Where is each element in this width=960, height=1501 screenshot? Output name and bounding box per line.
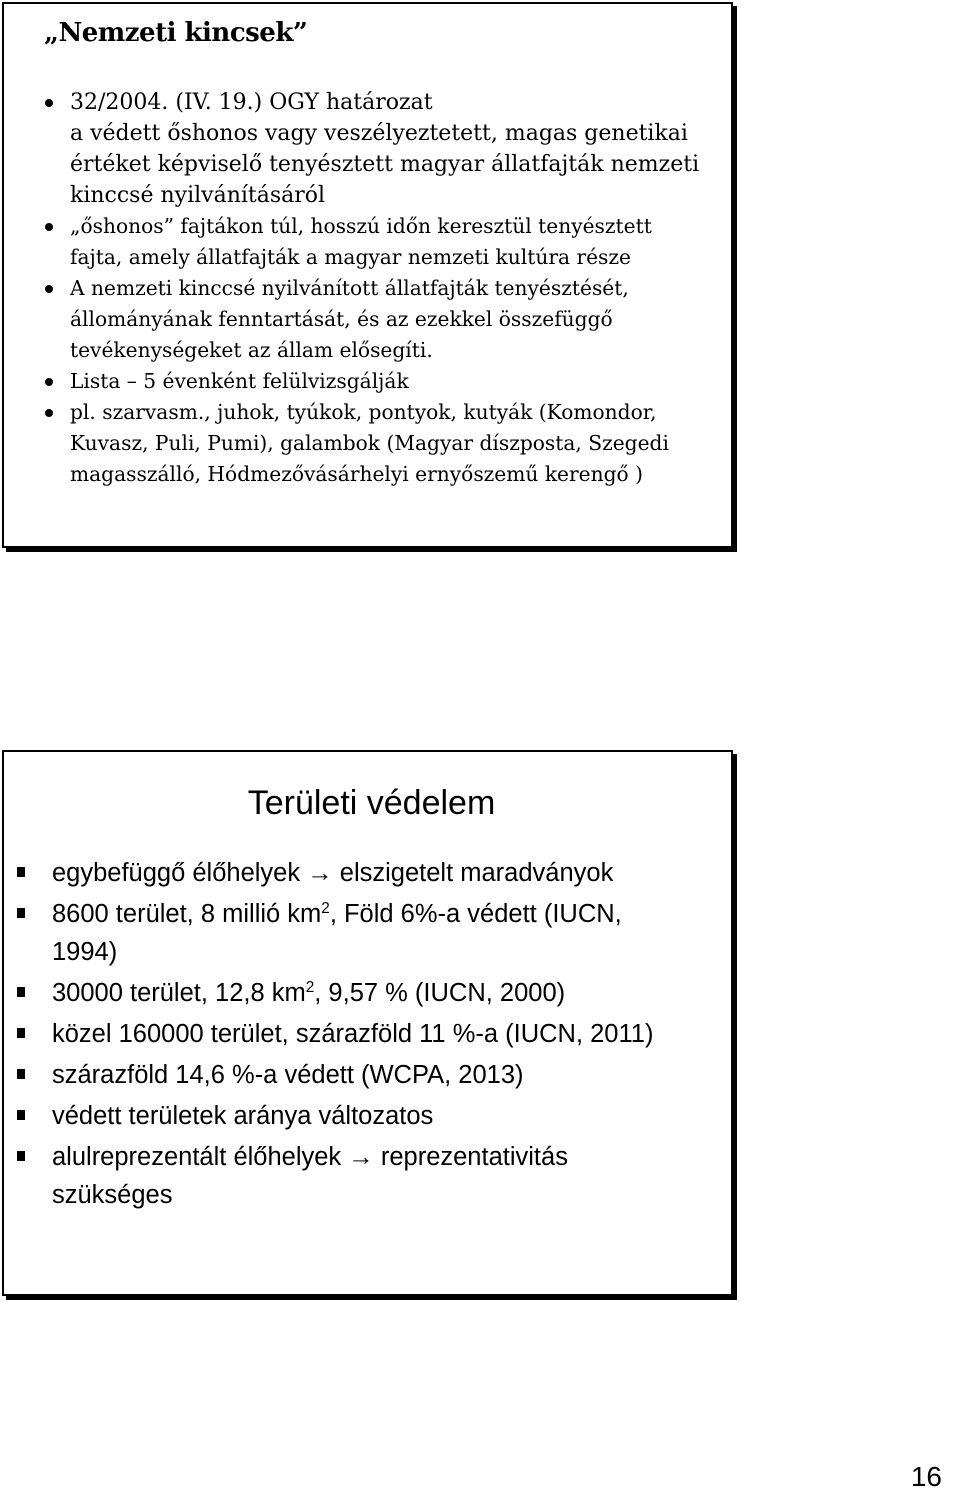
bullet-dot-icon: [45, 285, 53, 293]
square-bullet-icon: [17, 1069, 25, 1079]
bullet-item-peldak: pl. szarvasm., juhok, tyúkok, pontyok, kutyák (Komondor, Kuvasz, Puli, Pumi), galambok (Magyar díszposta, Szegedi magasszálló, Hódmezővásárhelyi ernyőszemű kerengő ): [22, 397, 722, 490]
bullet-item-2011: közel 160000 terület, szárazföld 11 %-a (IUCN, 2011): [14, 1015, 734, 1053]
square-bullet-icon: [17, 867, 25, 877]
bullet-item-1994: 8600 terület, 8 millió $km^2$, Föld 6%-a védett (IUCN, 1994): [14, 895, 734, 971]
slide-nemzeti-kincsek: [2, 2, 733, 548]
bullet-item-2000: 30000 terület, 12,8 $km^2$, 9,57 % (IUCN, 2000): [14, 974, 734, 1012]
square-bullet-icon: [17, 987, 25, 997]
bullet-item-allam: A nemzeti kinccsé nyilvánított állatfajták tenyésztését, állományának fenntartását, és az ezekkel összefüggő tevékenységeket az állam elősegíti.: [22, 273, 722, 366]
slide-title: Területi védelem: [247, 784, 496, 822]
bullet-dot-icon: [45, 378, 53, 386]
bullet-item-oshonos: „őshonos” fajtákon túl, hosszú időn keresztül tenyésztett fajta, amely állatfajták a magyar nemzeti kultúra része: [22, 211, 722, 273]
bullet-item-lista: Lista – 5 évenként felülvizsgálják: [22, 366, 722, 397]
slide-teruleti-vedelem: [2, 750, 733, 1296]
bullet-item-reprezentativitas: alulreprezentált élőhelyek → reprezentativitás szükséges: [14, 1138, 734, 1214]
bullet-list: [22, 87, 722, 490]
bullet-dot-icon: [45, 409, 53, 417]
bullet-item-elohelyek: egybefüggő élőhelyek → elszigetelt maradványok: [14, 854, 734, 892]
square-bullet-icon: [17, 1028, 25, 1038]
bullet-item-arany: védett területek aránya változatos: [14, 1097, 734, 1135]
bullet-dot-icon: [45, 99, 53, 107]
bullet-dot-icon: [45, 223, 53, 231]
square-bullet-icon: [17, 908, 25, 918]
bullet-item-2013: szárazföld 14,6 %-a védett (WCPA, 2013): [14, 1056, 734, 1094]
page-number: 16: [910, 1461, 942, 1492]
square-bullet-icon: [17, 1110, 25, 1120]
square-bullet-icon: [17, 1151, 25, 1161]
bullet-item-ogy-hatarozat: 32/2004. (IV. 19.) OGY határozat a védett őshonos vagy veszélyeztetett, magas genetikai értéket képviselő tenyésztett magyar állatfajták nemzeti kinccsé nyilvánításáról: [22, 87, 722, 211]
slide-title: „Nemzeti kincsek”: [44, 18, 308, 48]
bullet-list: [14, 854, 734, 1217]
